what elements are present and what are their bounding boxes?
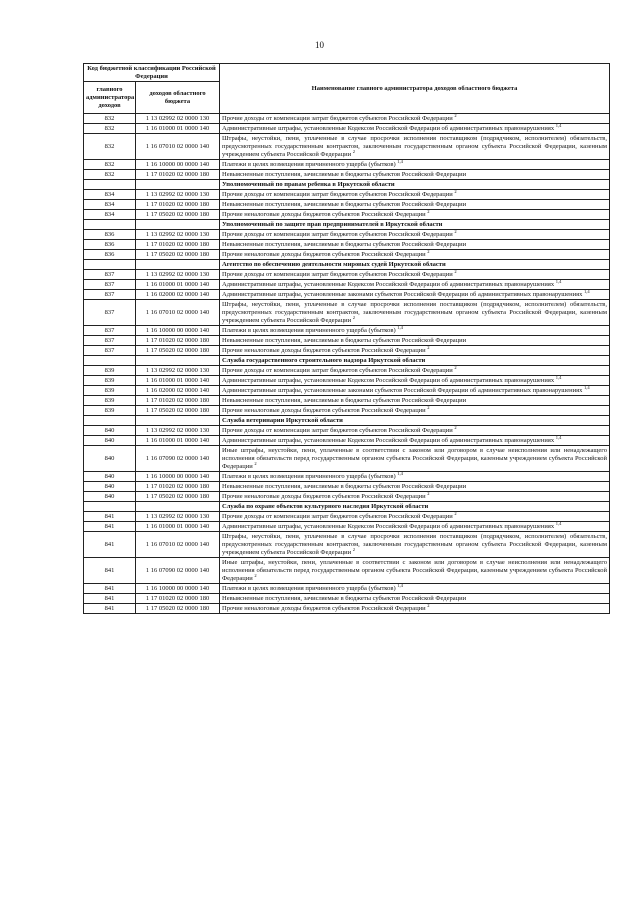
section-empty-cell	[84, 416, 136, 426]
table-row	[84, 472, 610, 482]
income-code-cell: 1 16 10000 00 0000 140	[136, 472, 220, 482]
description-text: Административные штрафы, установленные Кодексом Российской Федерации об административных правонарушениях	[222, 436, 555, 444]
income-code-cell: 1 17 01020 02 0000 180	[136, 170, 220, 180]
description-text: Административные штрафы, установленные Кодексом Российской Федерации об административных правонарушениях	[222, 280, 555, 288]
admin-code-cell: 841	[84, 532, 136, 558]
admin-code-cell: 839	[84, 376, 136, 386]
description-cell	[220, 290, 610, 300]
section-empty-cell	[84, 356, 136, 366]
table-row	[84, 436, 610, 446]
description-text: Невыясненные поступления, зачисляемые в бюджеты субъектов Российской Федерации	[222, 482, 467, 490]
description-text: Невыясненные поступления, зачисляемые в бюджеты субъектов Российской Федерации	[222, 200, 467, 208]
income-code-cell: 1 17 05020 02 0000 180	[136, 210, 220, 220]
admin-code-cell: 839	[84, 396, 136, 406]
description-cell	[220, 406, 610, 416]
description-cell	[220, 584, 610, 594]
admin-code-cell: 840	[84, 446, 136, 472]
income-code-cell: 1 16 01000 01 0000 140	[136, 124, 220, 134]
description-text: Платежи в целях возмещения причиненного ущерба (убытков)	[222, 584, 396, 592]
description-cell	[220, 532, 610, 558]
name-column-header: Наименование главного администратора доходов областного бюджета	[220, 64, 610, 114]
table-row	[84, 336, 610, 346]
description-text: Прочие доходы от компенсации затрат бюджетов субъектов Российской Федерации	[222, 190, 453, 198]
table-row	[84, 124, 610, 134]
admin-code-cell: 837	[84, 270, 136, 280]
admin-code-cell: 832	[84, 160, 136, 170]
description-text: Невыясненные поступления, зачисляемые в бюджеты субъектов Российской Федерации	[222, 594, 467, 602]
footnote-marker: 2	[427, 603, 430, 608]
admin-code-cell: 832	[84, 170, 136, 180]
table-row	[84, 594, 610, 604]
table-row	[84, 346, 610, 356]
admin-code-cell: 841	[84, 594, 136, 604]
income-code-cell: 1 16 01000 01 0000 140	[136, 376, 220, 386]
table-row	[84, 170, 610, 180]
income-code-cell: 1 16 07010 02 0000 140	[136, 300, 220, 326]
footnote-marker: 1,4	[555, 279, 562, 284]
description-text: Прочие неналоговые доходы бюджетов субъектов Российской Федерации	[222, 210, 426, 218]
description-text: Прочие доходы от компенсации затрат бюджетов субъектов Российской Федерации	[222, 426, 453, 434]
table-row	[84, 396, 610, 406]
description-text: Платежи в целях возмещения причиненного ущерба (убытков)	[222, 472, 396, 480]
description-cell	[220, 170, 610, 180]
section-title: Служба по охране объектов культурного наследия Иркутской области	[220, 502, 610, 512]
description-cell	[220, 336, 610, 346]
table-row	[84, 134, 610, 160]
admin-code-cell: 832	[84, 114, 136, 124]
description-cell	[220, 436, 610, 446]
table-row	[84, 270, 610, 280]
footnote-marker: 2	[454, 229, 457, 234]
table-row	[84, 200, 610, 210]
description-text: Административные штрафы, установленные законами субъектов Российской Федерации об административных правонарушениях	[222, 386, 583, 394]
description-cell	[220, 482, 610, 492]
table-row	[84, 114, 610, 124]
admin-code-cell: 841	[84, 522, 136, 532]
description-cell	[220, 472, 610, 482]
footnote-marker: 1,4	[397, 471, 403, 476]
section-empty-cell	[84, 502, 136, 512]
footnote-marker: 2	[427, 209, 430, 214]
admin-code-cell: 840	[84, 482, 136, 492]
description-text: Прочие неналоговые доходы бюджетов субъектов Российской Федерации	[222, 604, 426, 612]
description-cell	[220, 124, 610, 134]
income-code-cell: 1 16 07010 02 0000 140	[136, 532, 220, 558]
income-code-cell: 1 17 05020 02 0000 180	[136, 346, 220, 356]
income-code-cell: 1 16 02000 02 0000 140	[136, 386, 220, 396]
footnote-marker: 2	[427, 405, 430, 410]
budget-income-table	[83, 63, 610, 614]
description-text: Административные штрафы, установленные законами субъектов Российской Федерации об административных правонарушениях	[222, 290, 583, 298]
income-code-cell: 1 17 01020 02 0000 180	[136, 240, 220, 250]
description-cell	[220, 376, 610, 386]
footnote-marker: 2	[254, 460, 257, 466]
description-cell	[220, 594, 610, 604]
table-row	[84, 240, 610, 250]
income-code-cell: 1 17 05020 02 0000 180	[136, 492, 220, 502]
footnote-marker: 1,4	[397, 583, 403, 588]
section-empty-cell	[136, 260, 220, 270]
table-row	[84, 250, 610, 260]
admin-code-cell: 837	[84, 290, 136, 300]
description-cell	[220, 300, 610, 326]
footnote-marker: 2	[454, 425, 457, 430]
admin-code-cell: 837	[84, 300, 136, 326]
description-text: Прочие неналоговые доходы бюджетов субъектов Российской Федерации	[222, 406, 426, 414]
table-row	[84, 584, 610, 594]
description-text: Невыясненные поступления, зачисляемые в бюджеты субъектов Российской Федерации	[222, 336, 467, 344]
table-row	[84, 446, 610, 472]
page-number: 10	[315, 40, 324, 50]
description-text: Иные штрафы, неустойки, пени, уплаченные в соответствии с законом или договором в случае неисполнения или ненадлежащего исполнения обязательств перед государственным органом субъекта Российской Федерации, казенным учреждением субъекта Российской Федерации	[222, 558, 607, 582]
description-text: Прочие неналоговые доходы бюджетов субъектов Российской Федерации	[222, 492, 426, 500]
footnote-marker: 1,4	[555, 123, 562, 128]
income-code-cell: 1 13 02992 02 0000 130	[136, 366, 220, 376]
table-row	[84, 376, 610, 386]
kbk-header: Код бюджетной классификации Российской Федерации	[84, 64, 220, 82]
description-cell	[220, 512, 610, 522]
admin-code-cell: 839	[84, 406, 136, 416]
footnote-marker: 2	[352, 314, 356, 320]
description-cell	[220, 366, 610, 376]
section-empty-cell	[84, 180, 136, 190]
description-text: Невыясненные поступления, зачисляемые в бюджеты субъектов Российской Федерации	[222, 240, 467, 248]
income-code-cell: 1 13 02992 02 0000 130	[136, 426, 220, 436]
income-code-cell: 1 16 01000 01 0000 140	[136, 522, 220, 532]
table-row	[84, 300, 610, 326]
admin-code-cell: 834	[84, 190, 136, 200]
footnote-marker: 1,4	[555, 435, 562, 440]
table-row	[84, 366, 610, 376]
table-row	[84, 426, 610, 436]
description-cell	[220, 210, 610, 220]
admin-code-cell: 832	[84, 124, 136, 134]
income-code-cell: 1 16 01000 01 0000 140	[136, 280, 220, 290]
admin-code-cell: 840	[84, 436, 136, 446]
section-heading-row	[84, 260, 610, 270]
description-text: Штрафы, неустойки, пени, уплаченные в случае просрочки исполнения поставщиком (подрядчиком, исполнителем) обязательств, предусмотренных государственным контрактом, заключенным государственным органом субъекта Российской Федерации, казенным учреждением субъекта Российской Федерации	[222, 532, 607, 556]
description-text: Платежи в целях возмещения причиненного ущерба (убытков)	[222, 160, 396, 168]
description-text: Прочие доходы от компенсации затрат бюджетов субъектов Российской Федерации	[222, 230, 453, 238]
admin-code-cell: 839	[84, 366, 136, 376]
admin-code-cell: 841	[84, 512, 136, 522]
admin-code-cell: 840	[84, 492, 136, 502]
admin-code-cell: 840	[84, 472, 136, 482]
section-heading-row	[84, 220, 610, 230]
description-cell	[220, 426, 610, 436]
section-empty-cell	[136, 180, 220, 190]
income-column-header: доходов областного бюджета	[136, 82, 220, 114]
table-row	[84, 406, 610, 416]
admin-code-cell: 837	[84, 336, 136, 346]
footnote-marker: 2	[454, 113, 457, 118]
footnote-marker: 1,4	[555, 375, 562, 380]
footnote-marker: 2	[352, 546, 356, 552]
description-cell	[220, 386, 610, 396]
section-empty-cell	[136, 356, 220, 366]
income-code-cell: 1 13 02992 02 0000 130	[136, 114, 220, 124]
description-cell	[220, 240, 610, 250]
description-cell	[220, 134, 610, 160]
admin-code-cell: 834	[84, 210, 136, 220]
description-text: Административные штрафы, установленные Кодексом Российской Федерации об административных правонарушениях	[222, 522, 555, 530]
footnote-marker: 2	[427, 345, 430, 350]
description-cell	[220, 346, 610, 356]
table-row	[84, 230, 610, 240]
income-code-cell: 1 17 01020 02 0000 180	[136, 200, 220, 210]
admin-code-cell: 837	[84, 346, 136, 356]
description-text: Прочие доходы от компенсации затрат бюджетов субъектов Российской Федерации	[222, 114, 453, 122]
description-cell	[220, 446, 610, 472]
description-cell	[220, 396, 610, 406]
admin-code-cell: 841	[84, 584, 136, 594]
description-text: Прочие неналоговые доходы бюджетов субъектов Российской Федерации	[222, 250, 426, 258]
admin-column-header: главного администратора доходов	[84, 82, 136, 114]
income-code-cell: 1 17 01020 02 0000 180	[136, 396, 220, 406]
admin-code-cell: 834	[84, 200, 136, 210]
income-code-cell: 1 13 02992 02 0000 130	[136, 190, 220, 200]
admin-code-cell: 839	[84, 386, 136, 396]
admin-code-cell: 836	[84, 230, 136, 240]
description-cell	[220, 492, 610, 502]
admin-code-cell: 837	[84, 280, 136, 290]
admin-code-cell: 837	[84, 326, 136, 336]
description-text: Невыясненные поступления, зачисляемые в бюджеты субъектов Российской Федерации	[222, 396, 467, 404]
description-text: Штрафы, неустойки, пени, уплаченные в случае просрочки исполнения поставщиком (подрядчиком, исполнителем) обязательств, предусмотренных государственным контрактом, заключенным государственным органом субъекта Российской Федерации, казенным учреждением субъекта Российской Федерации	[222, 300, 607, 324]
admin-code-cell: 836	[84, 240, 136, 250]
description-cell	[220, 200, 610, 210]
footnote-marker: 2	[427, 249, 430, 254]
description-text: Иные штрафы, неустойки, пени, уплаченные в соответствии с законом или договором в случае неисполнения или ненадлежащего исполнения обязательств перед государственным органом субъекта Российской Федерации, казенным учреждением субъекта Российской Федерации	[222, 446, 607, 470]
income-code-cell: 1 13 02992 02 0000 130	[136, 270, 220, 280]
admin-code-cell: 832	[84, 134, 136, 160]
section-empty-cell	[136, 502, 220, 512]
description-cell	[220, 250, 610, 260]
section-title: Агентство по обеспечению деятельности мировых судей Иркутской области	[220, 260, 610, 270]
section-heading-row	[84, 180, 610, 190]
table-row	[84, 512, 610, 522]
table-row	[84, 558, 610, 584]
income-code-cell: 1 16 02000 02 0000 140	[136, 290, 220, 300]
table-row	[84, 326, 610, 336]
section-empty-cell	[136, 416, 220, 426]
section-title: Уполномоченный по правам ребенка в Иркутской области	[220, 180, 610, 190]
income-code-cell: 1 13 02992 02 0000 130	[136, 512, 220, 522]
section-empty-cell	[84, 260, 136, 270]
income-code-cell: 1 17 01020 02 0000 180	[136, 336, 220, 346]
table-row	[84, 482, 610, 492]
description-text: Прочие доходы от компенсации затрат бюджетов субъектов Российской Федерации	[222, 512, 453, 520]
description-cell	[220, 558, 610, 584]
admin-code-cell: 840	[84, 426, 136, 436]
section-heading-row	[84, 502, 610, 512]
table-row	[84, 280, 610, 290]
table-row	[84, 522, 610, 532]
section-heading-row	[84, 356, 610, 366]
description-cell	[220, 230, 610, 240]
footnote-marker: 2	[427, 491, 430, 496]
description-cell	[220, 280, 610, 290]
footnote-marker: 1,4	[397, 325, 403, 330]
description-cell	[220, 114, 610, 124]
description-text: Платежи в целях возмещения причиненного ущерба (убытков)	[222, 326, 396, 334]
section-empty-cell	[136, 220, 220, 230]
income-code-cell: 1 17 05020 02 0000 180	[136, 604, 220, 614]
footnote-marker: 1,4	[397, 159, 403, 164]
income-code-cell: 1 17 05020 02 0000 180	[136, 250, 220, 260]
footnote-marker: 2	[352, 148, 356, 154]
income-code-cell: 1 16 07090 02 0000 140	[136, 446, 220, 472]
table-row	[84, 532, 610, 558]
section-title: Служба государственного строительного надзора Иркутской области	[220, 356, 610, 366]
table-body	[84, 114, 610, 614]
description-cell	[220, 160, 610, 170]
footnote-marker: 2	[454, 511, 457, 516]
table-row	[84, 160, 610, 170]
income-code-cell: 1 17 01020 02 0000 180	[136, 482, 220, 492]
income-code-cell: 1 16 01000 01 0000 140	[136, 436, 220, 446]
admin-code-cell: 841	[84, 558, 136, 584]
section-heading-row	[84, 416, 610, 426]
footnote-marker: 2	[454, 269, 457, 274]
income-code-cell: 1 16 10000 00 0000 140	[136, 326, 220, 336]
table-row	[84, 210, 610, 220]
admin-code-cell: 836	[84, 250, 136, 260]
income-code-cell: 1 16 07090 02 0000 140	[136, 558, 220, 584]
description-cell	[220, 604, 610, 614]
table-row	[84, 386, 610, 396]
description-cell	[220, 190, 610, 200]
description-text: Административные штрафы, установленные Кодексом Российской Федерации об административных правонарушениях	[222, 376, 555, 384]
admin-code-cell: 841	[84, 604, 136, 614]
footnote-marker: 1,4	[583, 289, 590, 294]
table-row	[84, 492, 610, 502]
section-title: Служба ветеринарии Иркутской области	[220, 416, 610, 426]
section-empty-cell	[84, 220, 136, 230]
income-code-cell: 1 13 02992 02 0000 130	[136, 230, 220, 240]
income-code-cell: 1 16 07010 02 0000 140	[136, 134, 220, 160]
footnote-marker: 2	[454, 189, 457, 194]
description-text: Прочие доходы от компенсации затрат бюджетов субъектов Российской Федерации	[222, 366, 453, 374]
footnote-marker: 2	[454, 365, 457, 370]
table-row	[84, 290, 610, 300]
description-cell	[220, 522, 610, 532]
description-text: Штрафы, неустойки, пени, уплаченные в случае просрочки исполнения поставщиком (подрядчиком, исполнителем) обязательств, предусмотренных государственным контрактом, заключенным государственным органом субъекта Российской Федерации, казенным учреждением субъекта Российской Федерации	[222, 134, 607, 158]
table-row	[84, 190, 610, 200]
table-row	[84, 604, 610, 614]
footnote-marker: 1,4	[555, 521, 562, 526]
description-cell	[220, 326, 610, 336]
description-cell	[220, 270, 610, 280]
description-text: Прочие доходы от компенсации затрат бюджетов субъектов Российской Федерации	[222, 270, 453, 278]
income-code-cell: 1 16 10000 00 0000 140	[136, 584, 220, 594]
income-code-cell: 1 16 10000 00 0000 140	[136, 160, 220, 170]
income-code-cell: 1 17 05020 02 0000 180	[136, 406, 220, 416]
income-code-cell: 1 17 01020 02 0000 180	[136, 594, 220, 604]
section-title: Уполномоченный по защите прав предпринимателей в Иркутской области	[220, 220, 610, 230]
footnote-marker: 2	[254, 572, 257, 578]
description-text: Невыясненные поступления, зачисляемые в бюджеты субъектов Российской Федерации	[222, 170, 467, 178]
footnote-marker: 1,4	[583, 385, 590, 390]
description-text: Прочие неналоговые доходы бюджетов субъектов Российской Федерации	[222, 346, 426, 354]
description-text: Административные штрафы, установленные Кодексом Российской Федерации об административных правонарушениях	[222, 124, 555, 132]
